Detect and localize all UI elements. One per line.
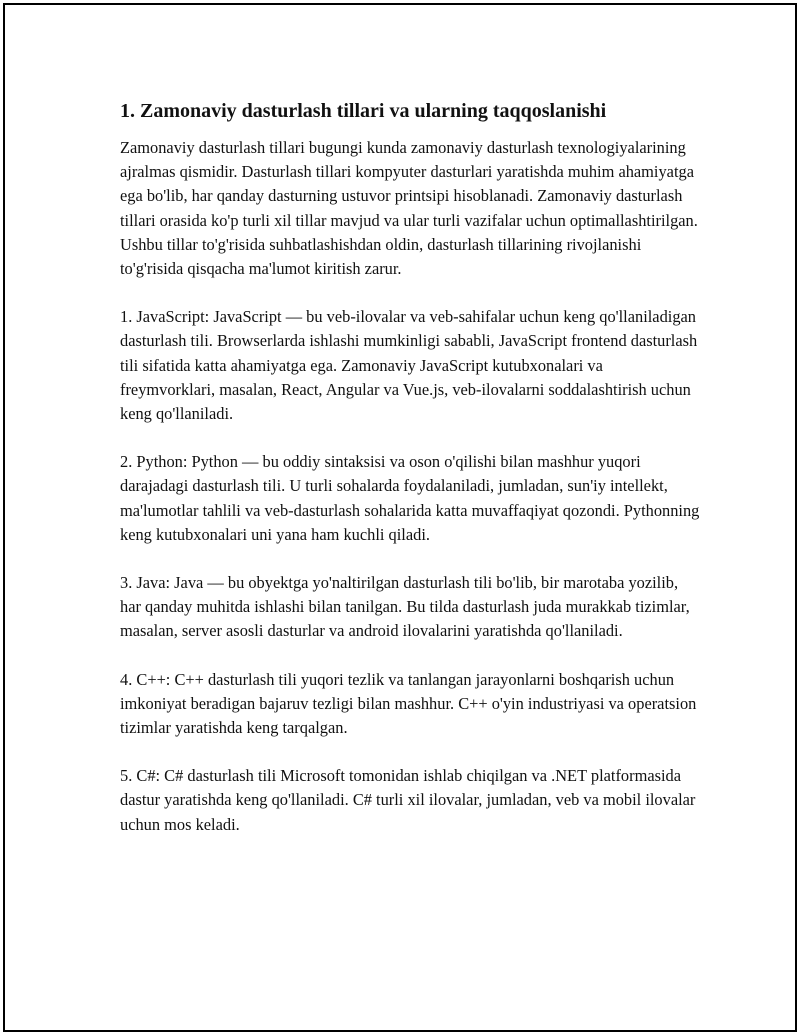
csharp-paragraph: 5. C#: C# dasturlash tili Microsoft tomonidan ishlab chiqilgan va .NET platformasida dastur yaratishda keng qo'llaniladi. C# turli xil ilovalar, jumladan, veb va mobil ilovalar uchun mos keladi. xyxy=(120,766,696,834)
document-title: 1. Zamonaviy dasturlash tillari va ularning taqqoslanishi xyxy=(120,100,607,122)
intro-paragraph: Zamonaviy dasturlash tillari bugungi kunda zamonaviy dasturlash texnologiyalarining ajralmas qismidir. Dasturlash tillari kompyuter dasturlari yaratishda muhim ahamiyatga ega bo'lib, har qanday dasturning ustuvor printsipi hisoblanadi. Zamonaviy dasturlash tillari orasida ko'p turli xil tillar mavjud va ular turli vazifalar uchun optimallashtirilgan. Ushbu tillar to'g'risida suhbatlashishdan oldin, dasturlash tillarining rivojlanishi to'g'risida qisqacha ma'lumot kiritish zarur. xyxy=(120,138,698,279)
cpp-paragraph: 4. C++: C++ dasturlash tili yuqori tezlik va tanlangan jarayonlarni boshqarish uchun imkoniyat beradigan bajaruv tezligi bilan mashhur. C++ o'yin industriyasi va operatsion tizimlar yaratishda keng tarqalgan. xyxy=(120,669,697,738)
python-paragraph: 2. Python: Python — bu oddiy sintaksisi va oson o'qilishi bilan mashhur yuqori darajadagi dasturlash tili. U turli sohalarda foydalaniladi, jumladan, sun'iy intellekt, ma'lumotlar tahlili va veb-dasturlash sohalarida katta muvaffaqiyat qozondi. Pythonning keng kutubxonalari uni yana ham kuchli qiladi. xyxy=(120,452,700,544)
page-frame xyxy=(3,3,797,1032)
java-paragraph: 3. Java: Java — bu obyektga yo'naltirilgan dasturlash tili bo'lib, bir marotaba yozilib, har qanday muhitda ishlashi bilan tanilgan. Bu tilda dasturlash juda murakkab tizimlar, masalan, server asosli dasturlar va android ilovalarini yaratishda qo'llaniladi. xyxy=(120,573,690,641)
document-body xyxy=(120,97,700,837)
javascript-paragraph: 1. JavaScript: JavaScript — bu veb-ilovalar va veb-sahifalar uchun keng qo'llaniladigan dasturlash tili. Browserlarda ishlashi mumkinligi sababli, JavaScript frontend dasturlash tili sifatida katta ahamiyatga ega. Zamonaviy JavaScript kutubxonalari va freymvorklari, masalan, React, Angular va Vue.js, veb-ilovalarni soddalashtirish uchun keng qo'llaniladi. xyxy=(120,307,698,424)
